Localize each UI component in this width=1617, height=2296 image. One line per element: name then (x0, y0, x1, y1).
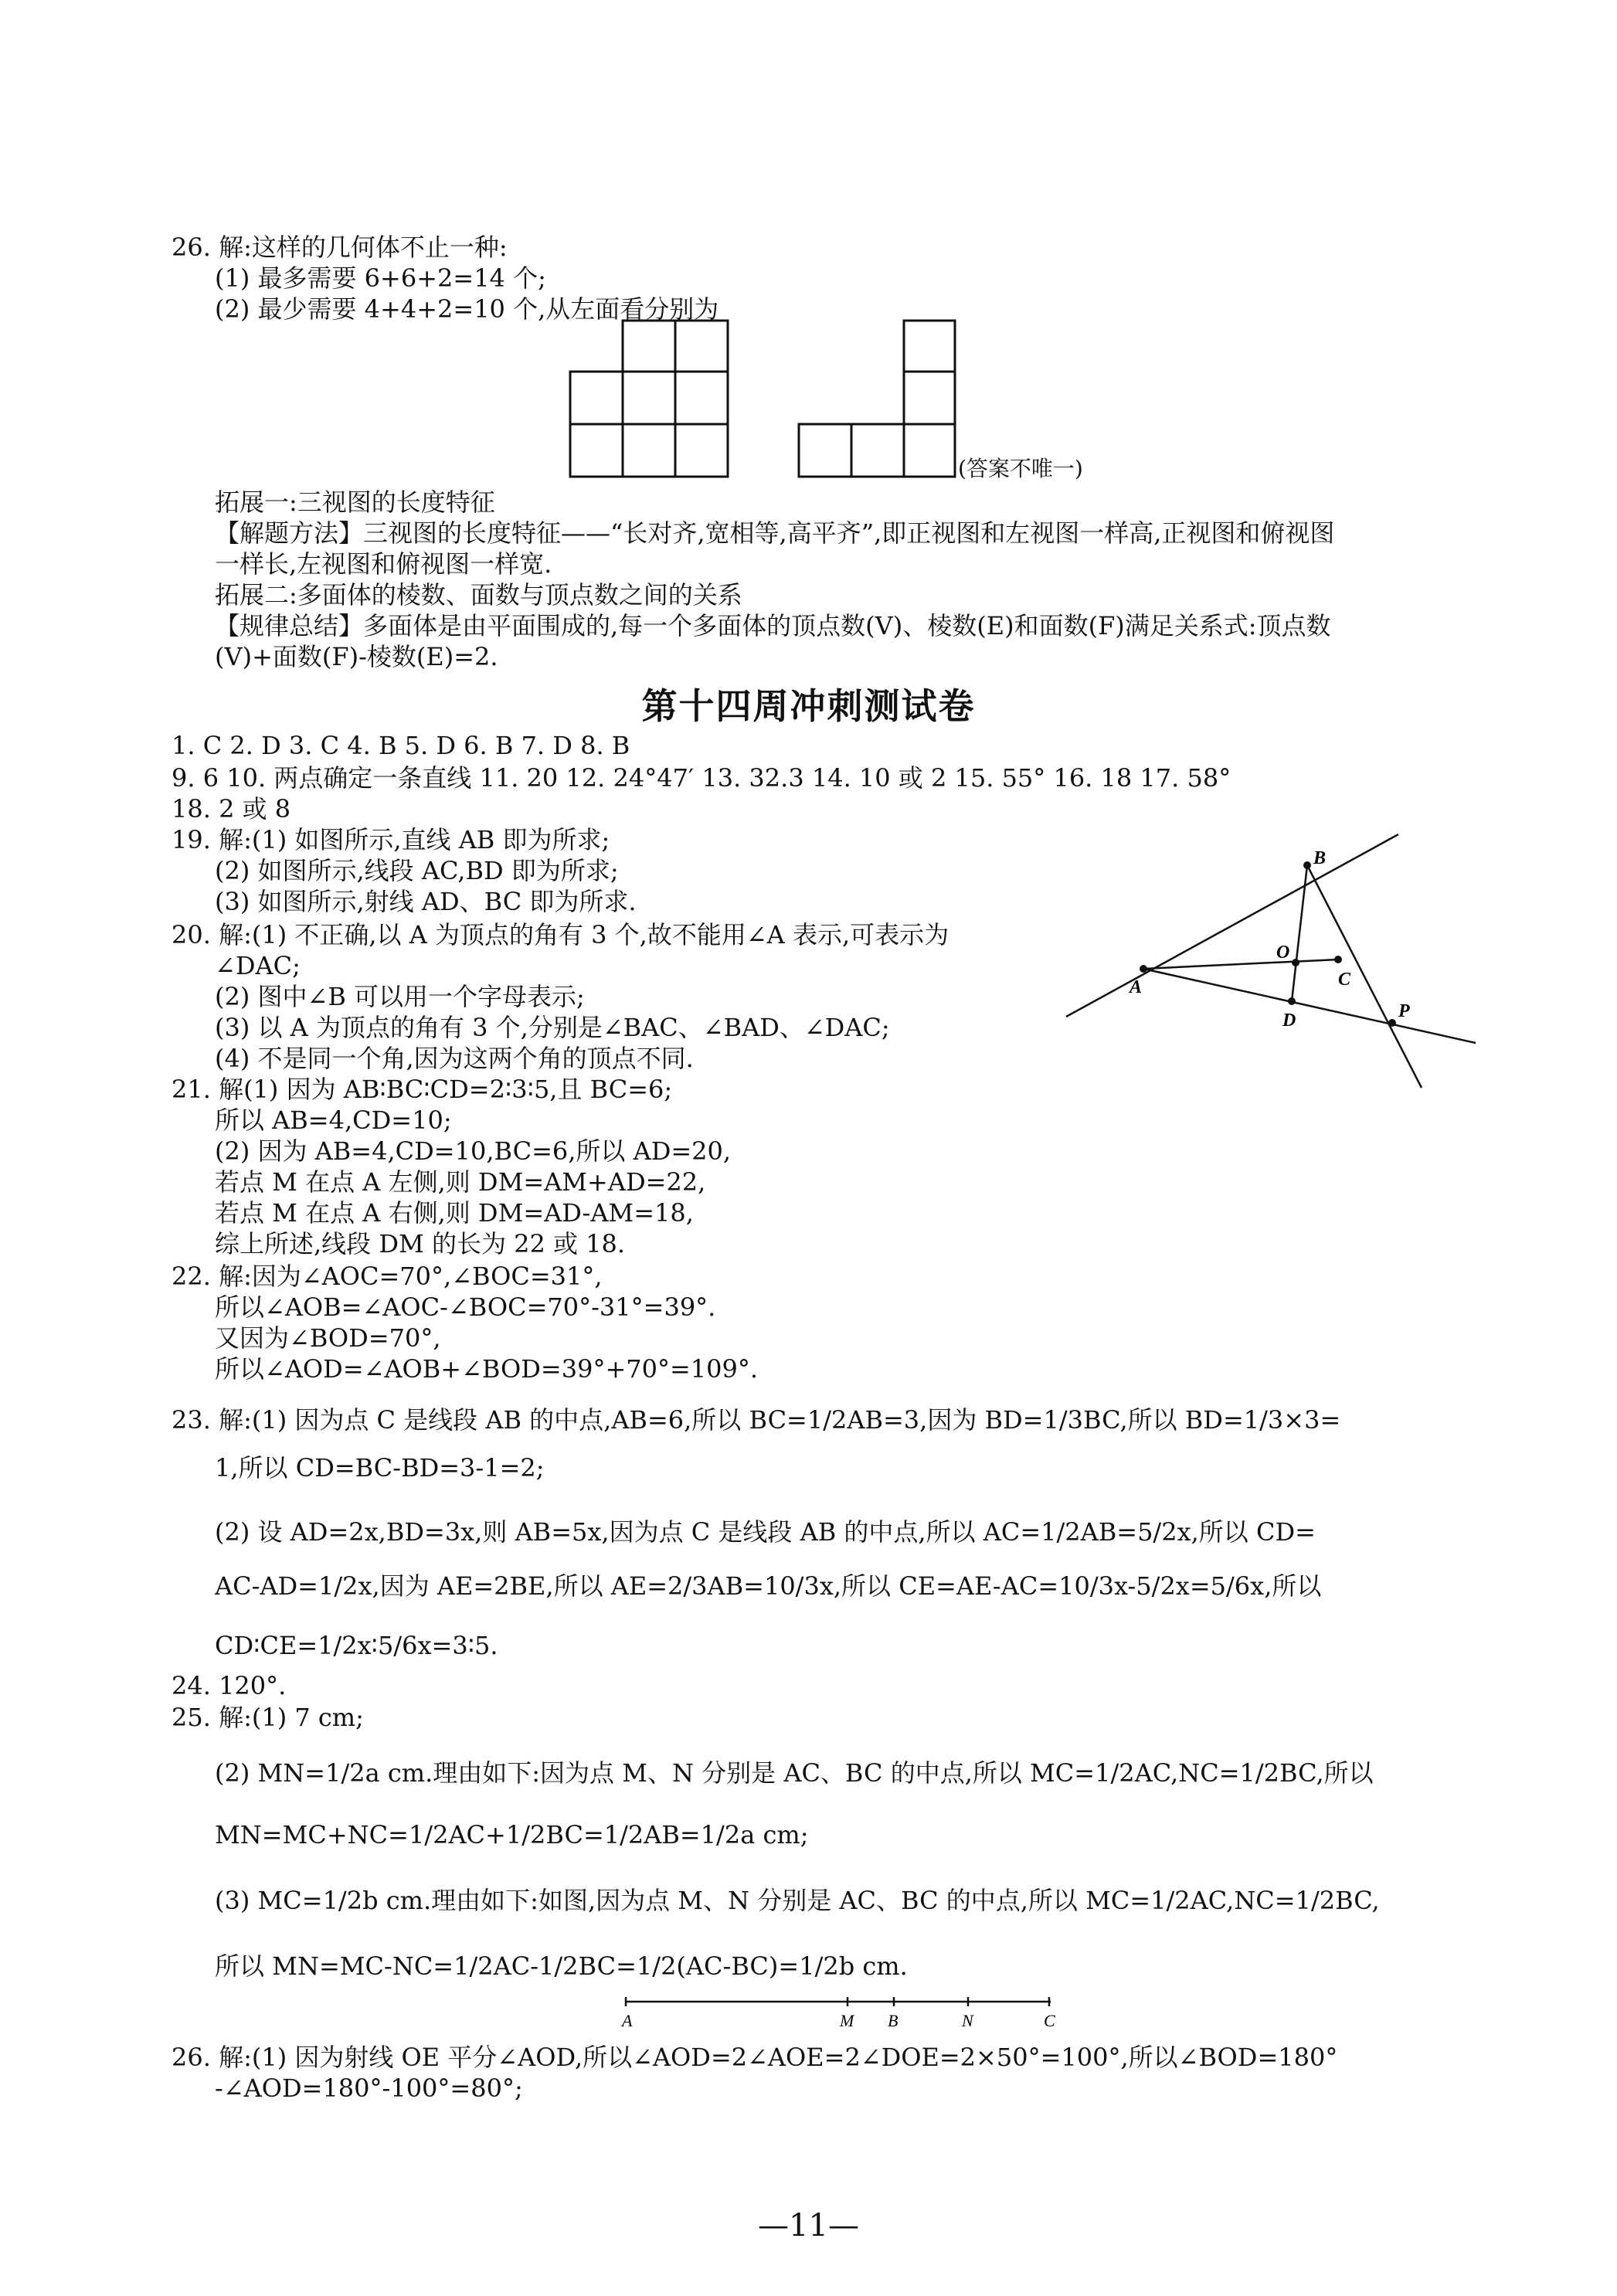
rule-text-2: (V)+面数(F)-棱数(E)=2. (215, 642, 498, 671)
q19-line-3: (3) 如图所示,射线 AD、BC 即为所求. (215, 887, 637, 916)
q21-line-5: 若点 M 在点 A 右侧,则 DM=AD-AM=18, (215, 1198, 694, 1228)
label-c: C (1338, 970, 1351, 990)
q23-line-2: 1,所以 CD=BC-BD=3-1=2; (215, 1453, 545, 1483)
q23-line-1: 23. 解:(1) 因为点 C 是线段 AB 的中点,AB=6,所以 BC=1/2AB=3,因为 BD=1/3BC,所以 BD=1/3×3= (172, 1405, 1341, 1435)
q21-line-3: (2) 因为 AB=4,CD=10,BC=6,所以 AD=20, (215, 1136, 732, 1166)
q21-line-4: 若点 M 在点 A 左侧,则 DM=AM+AD=22, (215, 1167, 706, 1197)
section-title: 第十四周冲刺测试卷 (641, 685, 976, 727)
seg-label-m: M (840, 2011, 854, 2030)
seg-label-n: N (962, 2011, 973, 2030)
answers-row-1: 1. C 2. D 3. C 4. B 5. D 6. B 7. D 8. B (172, 731, 630, 760)
q26-part2: (2) 最少需要 4+4+2=10 个,从左面看分别为 (215, 294, 719, 324)
answers-row-3: 18. 2 或 8 (172, 794, 291, 824)
q20-line-2: ∠DAC; (215, 951, 301, 980)
extension-one: 拓展一:三视图的长度特征 (215, 487, 495, 517)
seg-label-b: B (888, 2011, 899, 2030)
q23-line-3: (2) 设 AD=2x,BD=3x,则 AB=5x,因为点 C 是线段 AB 的中点,所以 AC=1/2AB=5/2x,所以 CD= (215, 1517, 1316, 1547)
q19-line-2: (2) 如图所示,线段 AC,BD 即为所求; (215, 856, 619, 885)
q25-line-2: (2) MN=1/2a cm.理由如下:因为点 M、N 分别是 AC、BC 的中点,所以 MC=1/2AC,NC=1/2BC,所以 (215, 1758, 1374, 1788)
q21-line-2: 所以 AB=4,CD=10; (215, 1106, 452, 1135)
method-text-2: 一样长,左视图和俯视图一样宽. (215, 549, 552, 579)
q22-line-2: 所以∠AOB=∠AOC-∠BOC=70°-31°=39°. (215, 1292, 716, 1322)
q26-part1: (1) 最多需要 6+6+2=14 个; (215, 263, 546, 293)
lines-figure (1066, 834, 1499, 1097)
label-o: O (1276, 943, 1290, 963)
q23-line-4: AC-AD=1/2x,因为 AE=2BE,所以 AE=2/3AB=10/3x,所以 CE=AE-AC=10/3x-5/2x=5/6x,所以 (215, 1571, 1322, 1601)
q26b-line-2: -∠AOD=180°-100°=80°; (215, 2074, 523, 2103)
q20-line-3: (2) 图中∠B 可以用一个字母表示; (215, 982, 585, 1011)
q22-line-3: 又因为∠BOD=70°, (215, 1323, 441, 1353)
q21-line-6: 综上所述,线段 DM 的长为 22 或 18. (215, 1229, 626, 1258)
extension-two: 拓展二:多面体的棱数、面数与顶点数之间的关系 (215, 580, 742, 610)
label-b: B (1313, 848, 1327, 868)
q22-line-4: 所以∠AOD=∠AOB+∠BOD=39°+70°=109°. (215, 1354, 759, 1384)
page-number: —11— (758, 2208, 859, 2243)
q26-header: 26. 解:这样的几何体不止一种: (172, 233, 508, 262)
rule-text-1: 【规律总结】多面体是由平面围成的,每一个多面体的顶点数(V)、棱数(E)和面数(F)满足关系式:顶点数 (215, 611, 1331, 640)
q23-line-5: CD∶CE=1/2x∶5/6x=3∶5. (215, 1631, 498, 1660)
q20-line-1: 20. 解:(1) 不正确,以 A 为顶点的角有 3 个,故不能用∠A 表示,可表示为 (172, 920, 949, 949)
seg-label-a: A (622, 2011, 633, 2030)
q25-line-4: (3) MC=1/2b cm.理由如下:如图,因为点 M、N 分别是 AC、BC 的中点,所以 MC=1/2AC,NC=1/2BC, (215, 1886, 1380, 1915)
q20-line-5: (4) 不是同一个角,因为这两个角的顶点不同. (215, 1044, 694, 1073)
q19-line-1: 19. 解:(1) 如图所示,直线 AB 即为所求; (172, 825, 610, 854)
q25-line-5: 所以 MN=MC-NC=1/2AC-1/2BC=1/2(AC-BC)=1/2b cm. (215, 1951, 908, 1981)
seg-label-c: C (1044, 2011, 1055, 2030)
q24-line: 24. 120°. (172, 1671, 287, 1700)
q20-line-4: (3) 以 A 为顶点的角有 3 个,分别是∠BAC、∠BAD、∠DAC; (215, 1013, 890, 1042)
q25-line-3: MN=MC+NC=1/2AC+1/2BC=1/2AB=1/2a cm; (215, 1820, 809, 1849)
answers-row-2: 9. 6 10. 两点确定一条直线 11. 20 12. 24°47′ 13. 32.3 14. 10 或 2 15. 55° 16. 18 17. 58° (172, 763, 1231, 793)
label-d: D (1282, 1010, 1296, 1031)
q25-line-1: 25. 解:(1) 7 cm; (172, 1703, 364, 1732)
label-p: P (1398, 1001, 1410, 1021)
q21-line-1: 21. 解(1) 因为 AB∶BC∶CD=2∶3∶5,且 BC=6; (172, 1075, 673, 1104)
grid-note: (答案不唯一) (958, 456, 1083, 481)
left-view-grids-figure (564, 321, 1197, 483)
q22-line-1: 22. 解:因为∠AOC=70°,∠BOC=31°, (172, 1262, 603, 1291)
q26b-line-1: 26. 解:(1) 因为射线 OE 平分∠AOD,所以∠AOD=2∠AOE=2∠DOE=2×50°=100°,所以∠BOD=180° (172, 2043, 1338, 2072)
label-a: A (1130, 977, 1143, 997)
segment-figure (622, 1997, 1055, 2036)
method-text-1: 【解题方法】三视图的长度特征——“长对齐,宽相等,高平齐”,即正视图和左视图一样高,正视图和俯视图 (215, 518, 1335, 548)
